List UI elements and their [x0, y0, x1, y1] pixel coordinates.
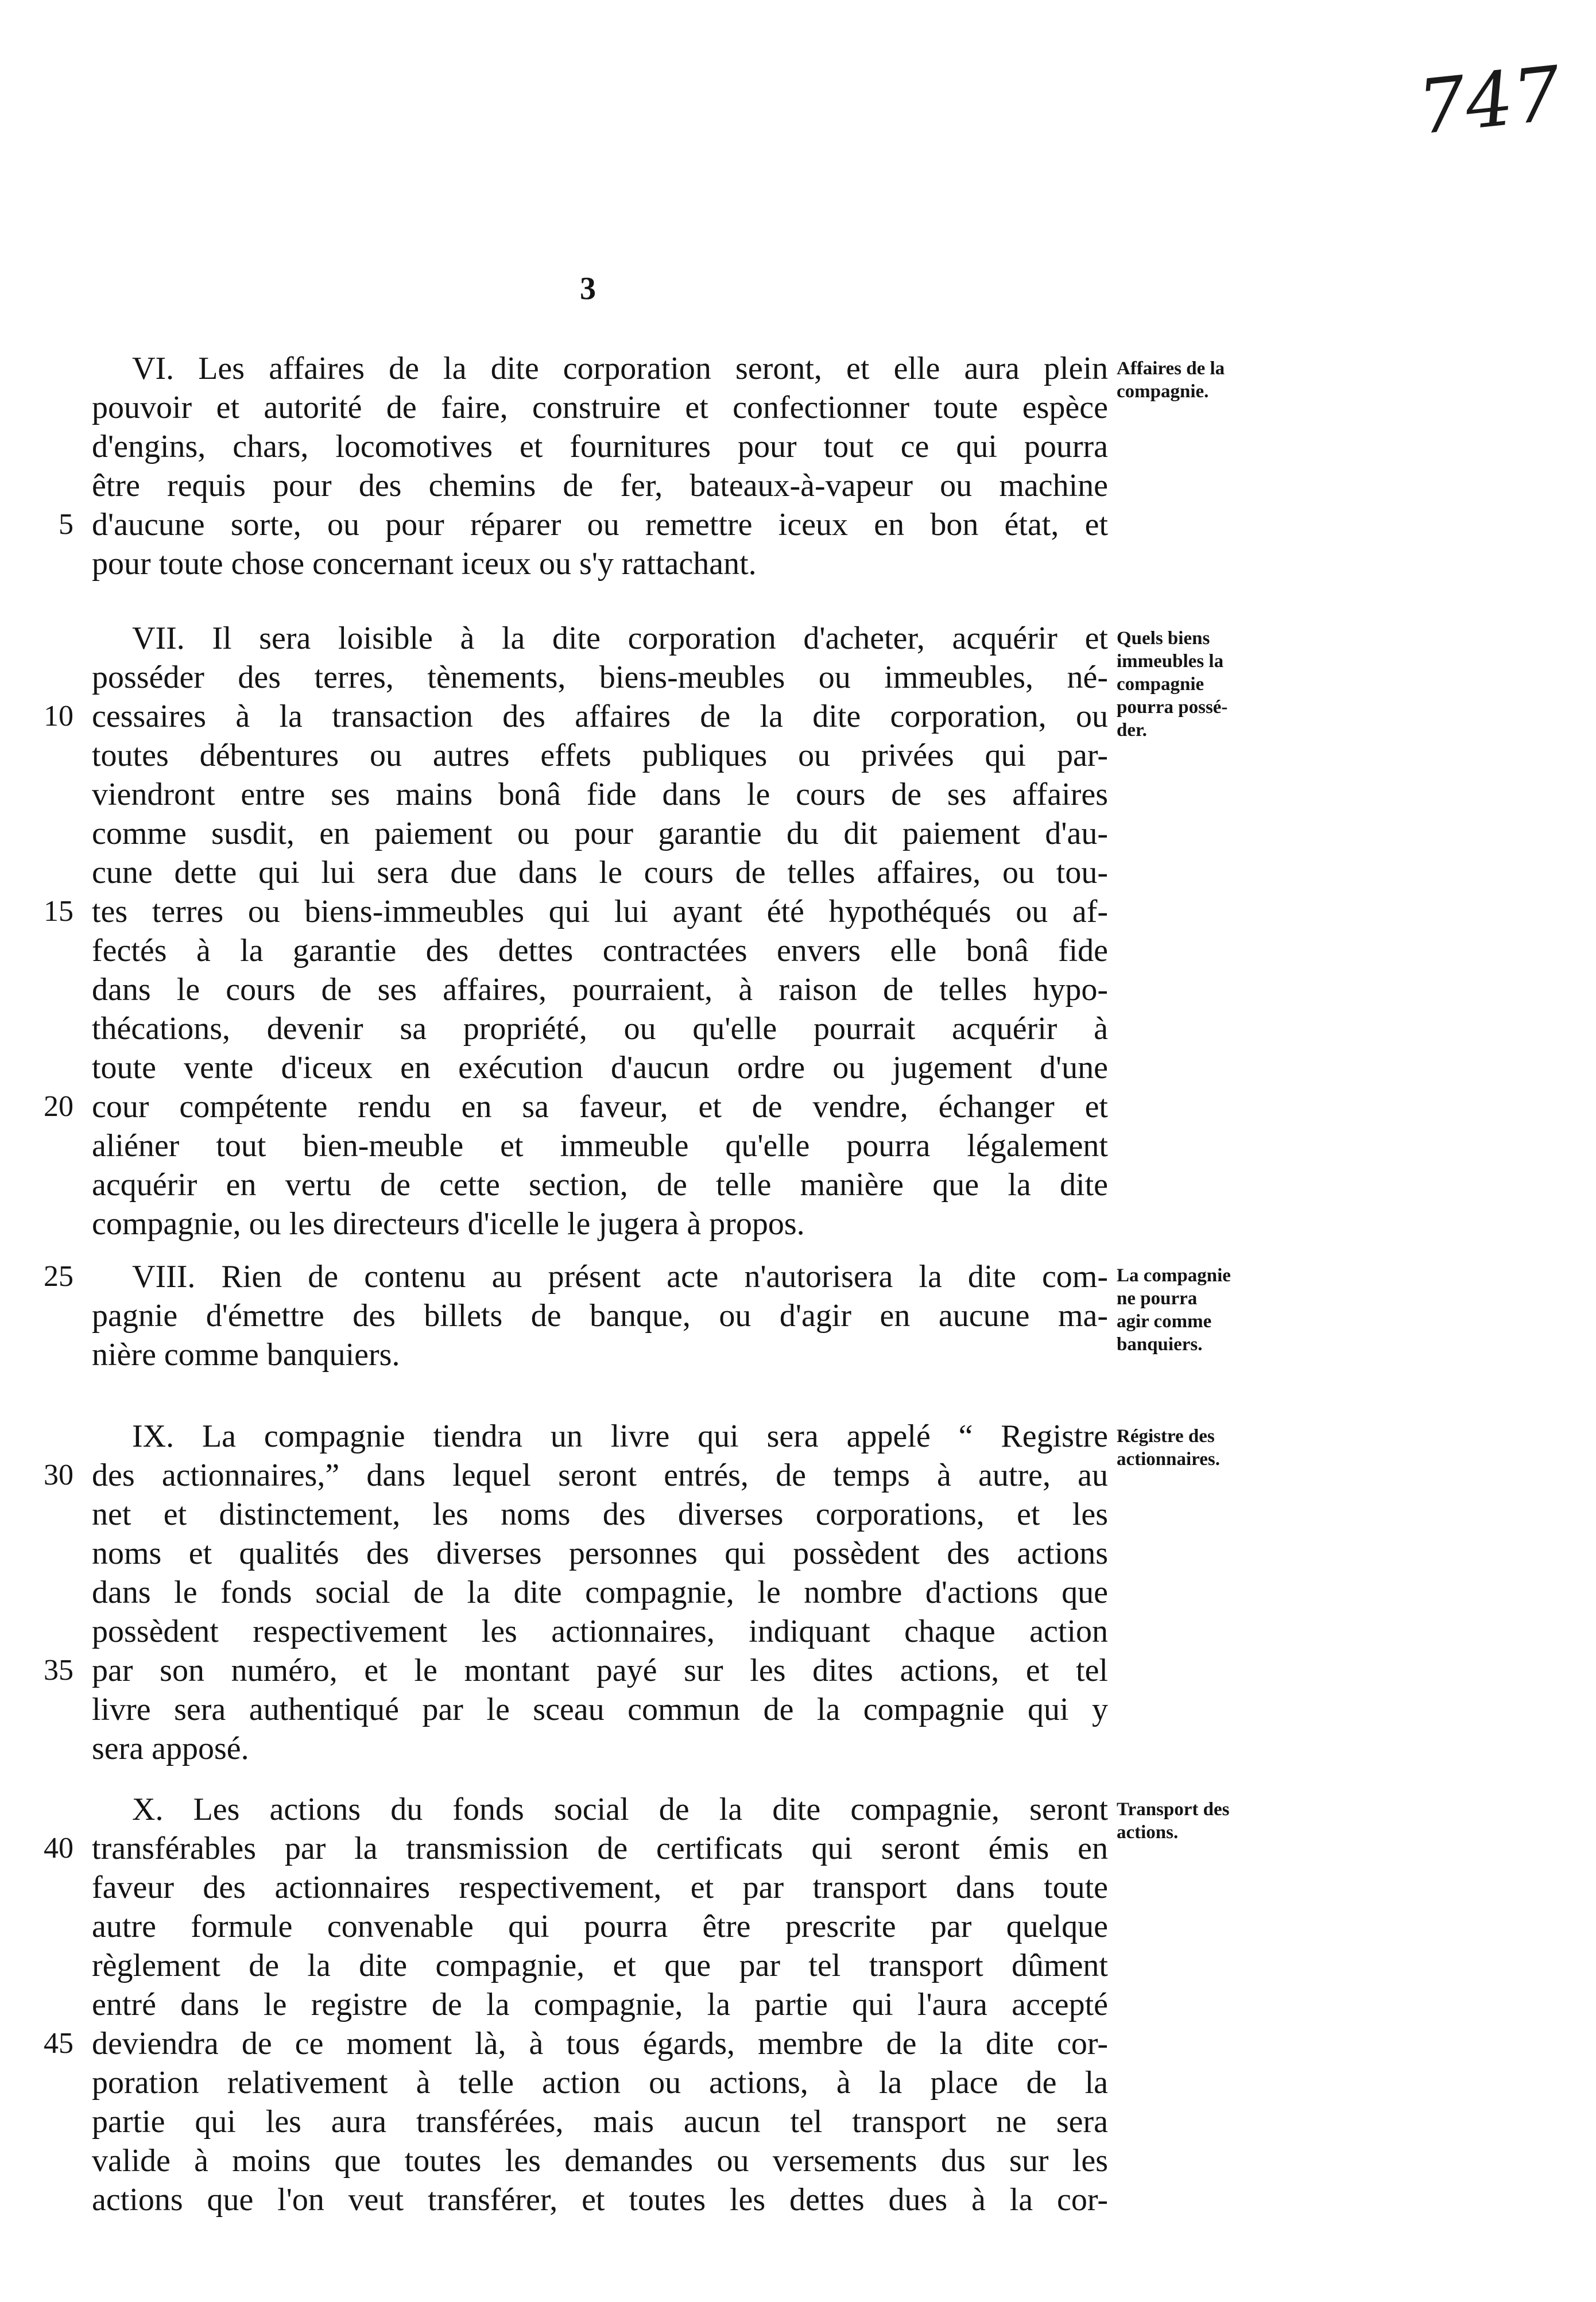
- text-line: [92, 853, 1108, 892]
- line-text: sera apposé.: [92, 1731, 249, 1766]
- text-line: [44, 1456, 1108, 1495]
- margin-note-line: Transport des: [1117, 1799, 1230, 1820]
- line-text: d'engins, chars, locomotives et fournitures pour tout ce qui pourra: [92, 429, 1108, 464]
- line-text: transférables par la transmission de certificats qui seront émis en: [92, 1831, 1108, 1866]
- text-line: [44, 2024, 1108, 2063]
- text-line: [59, 505, 1108, 544]
- margin-note-line: agir comme: [1117, 1311, 1212, 1332]
- margin-note: [1117, 1264, 1289, 1356]
- text-line: [92, 1729, 1108, 1768]
- margin-note-line: immeubles la: [1117, 651, 1224, 672]
- text-line: [92, 1009, 1108, 1048]
- text-line: [92, 2180, 1108, 2219]
- text-line: [44, 1257, 1108, 1296]
- text-line: [92, 1790, 1108, 1829]
- text-line: [92, 1335, 1108, 1374]
- line-text: net et distinctement, les noms des diverses corporations, et les: [92, 1497, 1108, 1532]
- line-number: 5: [59, 508, 73, 541]
- line-number: 45: [44, 2027, 73, 2060]
- line-text: autre formule convenable qui pourra être prescrite par quelque: [92, 1909, 1108, 1944]
- margin-note-line: compagnie.: [1117, 381, 1209, 402]
- line-text: entré dans le registre de la compagnie, la partie qui l'aura accepté: [92, 1987, 1108, 2022]
- text-line: [92, 619, 1108, 658]
- text-line: [92, 1296, 1108, 1335]
- paragraph: [44, 619, 1108, 1243]
- text-line: [92, 1126, 1108, 1165]
- text-line: [92, 1204, 1108, 1243]
- text-line: [92, 970, 1108, 1009]
- line-text: d'aucune sorte, ou pour réparer ou remettre iceux en bon état, et: [92, 507, 1108, 542]
- text-line: [92, 1165, 1108, 1204]
- text-line: [92, 775, 1108, 814]
- text-line: [92, 544, 1108, 583]
- line-text: pagnie d'émettre des billets de banque, ou d'agir en aucune ma-: [92, 1298, 1108, 1334]
- text-line: [92, 1534, 1108, 1573]
- line-text: compagnie, ou les directeurs d'icelle le jugera à propos.: [92, 1206, 805, 1242]
- margin-note-line: actionnaires.: [1117, 1449, 1220, 1470]
- line-text: cessaires à la transaction des affaires de la dite corporation, ou: [92, 699, 1108, 734]
- paragraph: [44, 1257, 1108, 1374]
- margin-note-line: ne pourra: [1117, 1288, 1198, 1309]
- line-text: valide à moins que toutes les demandes ou versements dus sur les: [92, 2143, 1108, 2179]
- text-line: [92, 466, 1108, 505]
- text-line: [92, 1690, 1108, 1729]
- line-number: 15: [44, 895, 73, 928]
- text-line: [92, 1573, 1108, 1612]
- line-text: aliéner tout bien-meuble et immeuble qu'elle pourra légalement: [92, 1128, 1108, 1164]
- margin-note: [1117, 1798, 1289, 1844]
- line-text: dans le fonds social de la dite compagnie, le nombre d'actions que: [92, 1575, 1108, 1610]
- line-text: actions que l'on veut transférer, et toutes les dettes dues à la cor-: [92, 2182, 1108, 2218]
- text-line: [92, 2102, 1108, 2141]
- line-text: partie qui les aura transférées, mais aucun tel transport ne sera: [92, 2104, 1108, 2140]
- page-number: 3: [580, 271, 596, 307]
- text-line: [92, 658, 1108, 697]
- margin-note: [1117, 357, 1289, 403]
- line-text: IX. La compagnie tiendra un livre qui sera appelé “ Registre: [132, 1419, 1108, 1454]
- line-number: 30: [44, 1459, 73, 1491]
- text-line: [44, 1829, 1108, 1868]
- line-text: dans le cours de ses affaires, pourraient, à raison de telles hypo-: [92, 972, 1108, 1007]
- line-number: 10: [44, 700, 73, 733]
- text-line: [92, 1612, 1108, 1651]
- line-text: règlement de la dite compagnie, et que par tel transport dûment: [92, 1948, 1108, 1983]
- line-text: livre sera authentiqué par le sceau commun de la compagnie qui y: [92, 1692, 1108, 1727]
- line-text: par son numéro, et le montant payé sur les dites actions, et tel: [92, 1653, 1108, 1688]
- line-text: VII. Il sera loisible à la dite corporation d'acheter, acquérir et: [132, 621, 1108, 656]
- text-line: [92, 1495, 1108, 1534]
- margin-note-line: Affaires de la: [1117, 358, 1225, 379]
- margin-note: [1117, 627, 1289, 742]
- text-line: [92, 931, 1108, 970]
- margin-note-line: der.: [1117, 720, 1147, 741]
- margin-note-line: actions.: [1117, 1822, 1179, 1843]
- margin-note-line: Quels biens: [1117, 628, 1210, 649]
- line-text: être requis pour des chemins de fer, bateaux-à-vapeur ou machine: [92, 468, 1108, 503]
- text-line: [92, 1985, 1108, 2024]
- line-text: pour toute chose concernant iceux ou s'y rattachant.: [92, 546, 757, 582]
- line-text: toutes débentures ou autres effets publiques ou privées qui par-: [92, 738, 1108, 773]
- text-line: [92, 1048, 1108, 1087]
- margin-note-line: compagnie: [1117, 674, 1204, 695]
- text-line: [92, 1868, 1108, 1907]
- text-line: [92, 736, 1108, 775]
- line-text: VIII. Rien de contenu au présent acte n'autorisera la dite com-: [132, 1259, 1108, 1295]
- line-text: tes terres ou biens-immeubles qui lui ayant été hypothéqués ou af-: [92, 894, 1108, 929]
- line-number: 25: [44, 1260, 73, 1293]
- line-text: acquérir en vertu de cette section, de telle manière que la dite: [92, 1167, 1108, 1203]
- text-line: [92, 2063, 1108, 2102]
- margin-note-line: La compagnie: [1117, 1265, 1231, 1286]
- line-text: possèdent respectivement les actionnaires, indiquant chaque action: [92, 1614, 1108, 1649]
- margin-note-line: Régistre des: [1117, 1426, 1215, 1447]
- line-text: deviendra de ce moment là, à tous égards, membre de la dite cor-: [92, 2026, 1108, 2061]
- line-text: comme susdit, en paiement ou pour garantie du dit paiement d'au-: [92, 816, 1108, 851]
- line-text: nière comme banquiers.: [92, 1337, 400, 1373]
- line-text: pouvoir et autorité de faire, construire et confectionner toute espèce: [92, 390, 1108, 425]
- text-line: [92, 388, 1108, 427]
- text-line: [92, 1907, 1108, 1946]
- line-text: faveur des actionnaires respectivement, et par transport dans toute: [92, 1870, 1108, 1905]
- line-text: viendront entre ses mains bonâ fide dans le cours de ses affaires: [92, 777, 1108, 812]
- text-line: [92, 814, 1108, 853]
- line-text: cune dette qui lui sera due dans le cours de telles affaires, ou tou-: [92, 855, 1108, 890]
- paragraph: [59, 349, 1108, 583]
- margin-note-line: banquiers.: [1117, 1334, 1203, 1355]
- line-text: cour compétente rendu en sa faveur, et de vendre, échanger et: [92, 1089, 1108, 1125]
- text-line: [92, 2141, 1108, 2180]
- line-text: posséder des terres, tènements, biens-meubles ou immeubles, né-: [92, 660, 1108, 695]
- line-number: 20: [44, 1090, 73, 1123]
- text-line: [92, 349, 1108, 388]
- text-line: [44, 697, 1108, 736]
- line-number: 35: [44, 1654, 73, 1687]
- margin-note-line: pourra possé-: [1117, 697, 1228, 718]
- handwritten-folio-number: 747: [1413, 49, 1565, 152]
- line-number: 40: [44, 1832, 73, 1865]
- line-text: thécations, devenir sa propriété, ou qu'elle pourrait acquérir à: [92, 1011, 1108, 1047]
- line-text: fectés à la garantie des dettes contractées envers elle bonâ fide: [92, 933, 1108, 968]
- text-line: [92, 427, 1108, 466]
- text-line: [92, 1417, 1108, 1456]
- text-line: [92, 1946, 1108, 1985]
- margin-note: [1117, 1425, 1289, 1471]
- line-text: toute vente d'iceux en exécution d'aucun ordre ou jugement d'une: [92, 1050, 1108, 1086]
- paragraph: [44, 1417, 1108, 1768]
- text-line: [44, 1087, 1108, 1126]
- line-text: poration relativement à telle action ou actions, à la place de la: [92, 2065, 1108, 2101]
- line-text: VI. Les affaires de la dite corporation seront, et elle aura plein: [132, 351, 1108, 386]
- paragraph: [44, 1790, 1108, 2219]
- line-text: X. Les actions du fonds social de la dite compagnie, seront: [132, 1792, 1108, 1827]
- line-text: des actionnaires,” dans lequel seront entrés, de temps à autre, au: [92, 1458, 1108, 1493]
- text-line: [44, 892, 1108, 931]
- line-text: noms et qualités des diverses personnes qui possèdent des actions: [92, 1536, 1108, 1571]
- text-line: [44, 1651, 1108, 1690]
